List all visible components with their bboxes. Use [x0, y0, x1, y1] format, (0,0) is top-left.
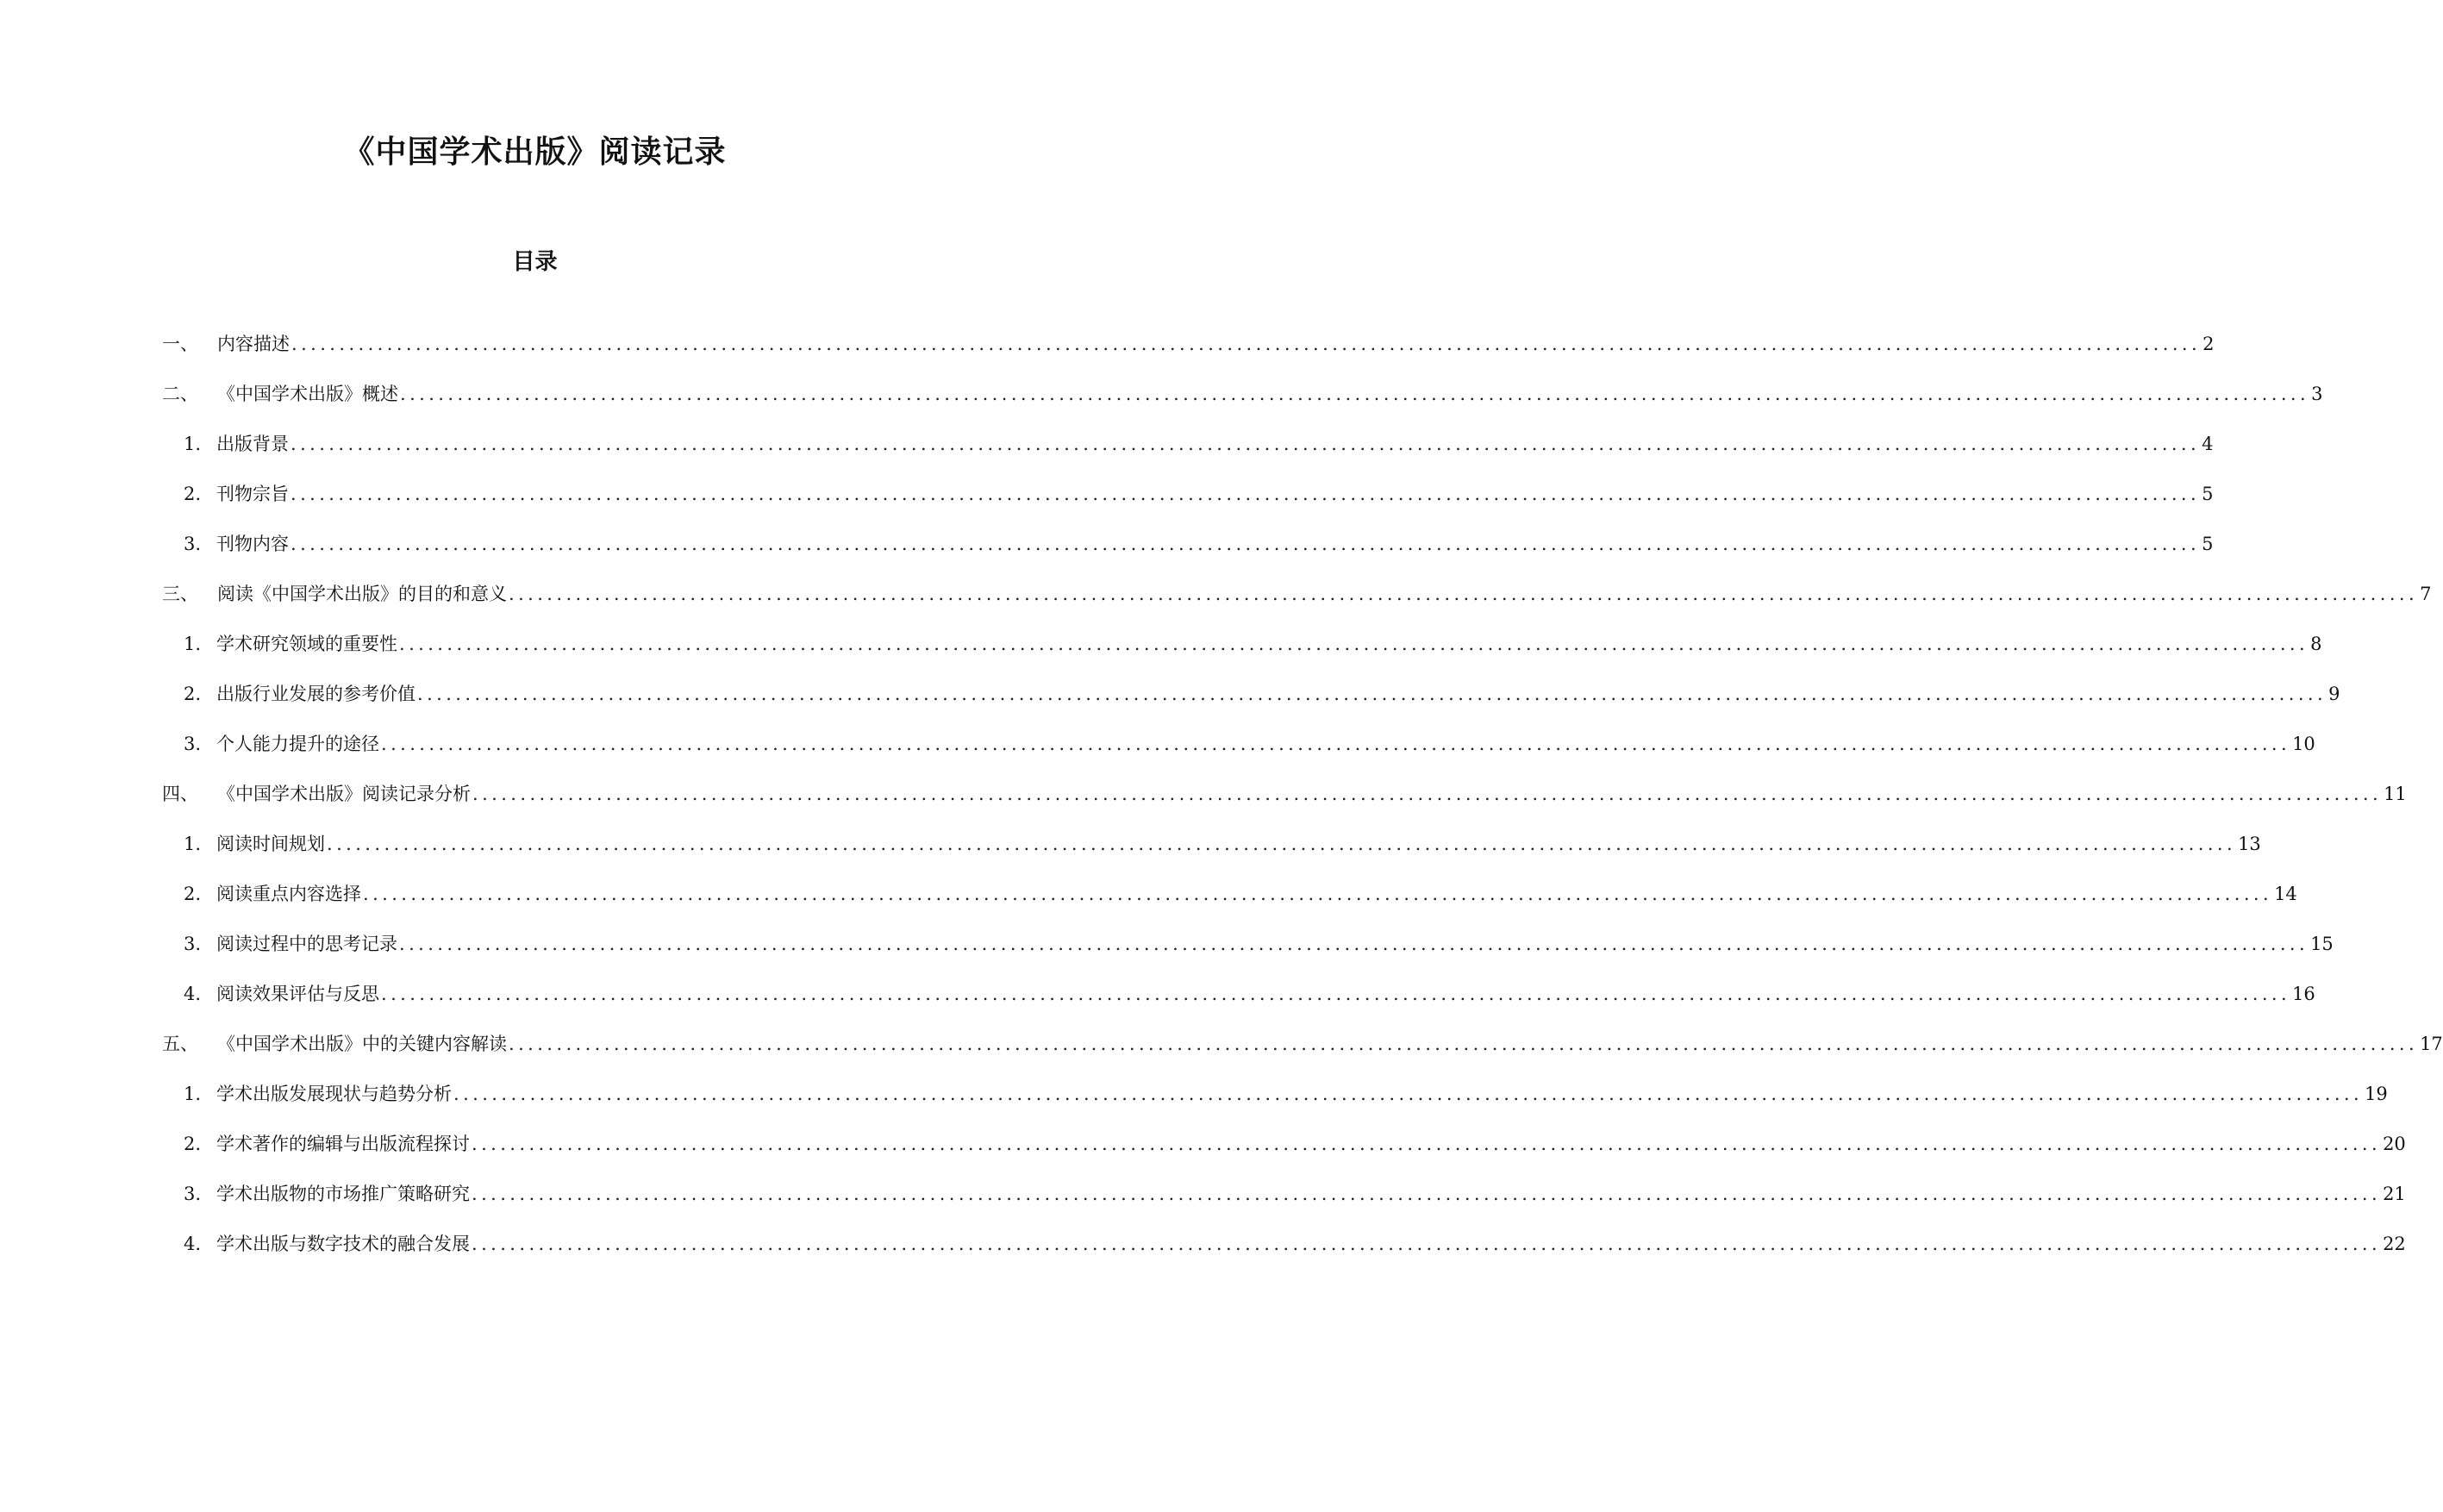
dot-leader: ........................................................................................................................................................................................................	[291, 484, 2201, 504]
toc-entry-label: 《中国学术出版》中的关键内容解读	[217, 1034, 507, 1054]
toc-entry-number: 2.	[184, 684, 202, 704]
toc-entry-page: 20	[2383, 1134, 2406, 1154]
dot-leader: ........................................................................................................................................................................................................	[291, 534, 2201, 554]
toc-entry-label: 阅读时间规划	[216, 834, 325, 854]
toc-entry-page: 8	[2310, 634, 2322, 654]
toc-entry-page: 10	[2292, 734, 2315, 754]
dot-leader: ........................................................................................................................................................................................................	[472, 784, 2383, 804]
toc-entry-page: 5	[2202, 534, 2214, 554]
toc-entry-page: 5	[2202, 484, 2214, 504]
toc-entry[interactable]	[184, 1229, 2406, 1259]
toc-entry-number: 1.	[184, 634, 202, 654]
dot-leader: ........................................................................................................................................................................................................	[291, 334, 2202, 354]
dot-leader: ........................................................................................................................................................................................................	[472, 1234, 2382, 1254]
toc-entry[interactable]	[184, 1079, 2388, 1109]
toc-entry-label: 阅读过程中的思考记录	[216, 934, 397, 954]
toc-entry-label: 学术出版发展现状与趋势分析	[216, 1084, 452, 1104]
dot-leader: ........................................................................................................................................................................................................	[327, 834, 2237, 854]
toc-entry-label: 阅读效果评估与反思	[216, 984, 379, 1004]
toc-entry-page: 4	[2202, 434, 2214, 454]
dot-leader: ........................................................................................................................................................................................................	[509, 1034, 2419, 1054]
toc-entry[interactable]	[184, 1179, 2406, 1209]
toc-entry-page: 21	[2383, 1184, 2406, 1204]
toc-entry-number: 3.	[184, 1184, 202, 1204]
toc-entry-label: 出版行业发展的参考价值	[216, 684, 415, 704]
toc-entry-number: 五、	[162, 1034, 198, 1054]
toc-entry-page: 17	[2420, 1034, 2443, 1054]
toc-entry-label: 个人能力提升的途径	[216, 734, 379, 754]
toc-entry-number: 1.	[184, 834, 202, 854]
toc-entry[interactable]	[184, 929, 2334, 959]
dot-leader: ........................................................................................................................................................................................................	[400, 384, 2310, 404]
dot-leader: ........................................................................................................................................................................................................	[381, 984, 2291, 1004]
toc-entry[interactable]	[162, 779, 2407, 809]
toc-entry-page: 13	[2238, 834, 2261, 854]
toc-entry[interactable]	[162, 329, 2215, 359]
toc-entry-label: 刊物宗旨	[216, 484, 289, 504]
toc-entry-number: 四、	[162, 784, 198, 804]
toc-entry[interactable]	[162, 579, 2432, 609]
toc-entry-number: 2.	[184, 484, 202, 504]
toc-entry[interactable]	[184, 679, 2340, 709]
toc-entry[interactable]	[184, 629, 2322, 659]
document-title: 《中国学术出版》阅读记录	[343, 134, 727, 170]
toc-entry-page: 3	[2311, 384, 2323, 404]
toc-entry-label: 学术出版物的市场推广策略研究	[216, 1184, 470, 1204]
toc-entry-number: 3.	[184, 534, 202, 554]
dot-leader: ........................................................................................................................................................................................................	[417, 684, 2327, 704]
toc-entry[interactable]	[184, 729, 2315, 759]
dot-leader: ........................................................................................................................................................................................................	[381, 734, 2291, 754]
dot-leader: ........................................................................................................................................................................................................	[363, 884, 2273, 904]
toc-entry-number: 2.	[184, 884, 202, 904]
toc-entry[interactable]	[184, 479, 2214, 509]
toc-heading: 目录	[512, 249, 558, 275]
toc-entry-label: 《中国学术出版》阅读记录分析	[217, 784, 471, 804]
toc-entry[interactable]	[162, 379, 2323, 409]
toc-entry[interactable]	[184, 529, 2214, 559]
toc-entry-number: 三、	[162, 584, 198, 604]
toc-entry[interactable]	[184, 979, 2315, 1009]
toc-entry-label: 《中国学术出版》概述	[217, 384, 398, 404]
toc-entry[interactable]	[184, 879, 2297, 909]
dot-leader: ........................................................................................................................................................................................................	[399, 934, 2309, 954]
toc-entry-number: 3.	[184, 934, 202, 954]
toc-entry-page: 22	[2383, 1234, 2406, 1254]
toc-entry[interactable]	[184, 429, 2214, 459]
toc-entry-page: 7	[2420, 584, 2432, 604]
toc-entry-label: 学术研究领域的重要性	[216, 634, 397, 654]
toc-entry-number: 3.	[184, 734, 202, 754]
toc-entry-label: 学术著作的编辑与出版流程探讨	[216, 1134, 470, 1154]
toc-entry-number: 1.	[184, 1084, 202, 1104]
toc-entry-page: 14	[2274, 884, 2297, 904]
toc-entry-number: 2.	[184, 1134, 202, 1154]
toc-entry-label: 阅读《中国学术出版》的目的和意义	[217, 584, 507, 604]
toc-entry-page: 9	[2328, 684, 2340, 704]
toc-entry-label: 阅读重点内容选择	[216, 884, 361, 904]
toc-entry[interactable]	[184, 1129, 2406, 1159]
dot-leader: ........................................................................................................................................................................................................	[399, 634, 2309, 654]
toc-entry-label: 出版背景	[216, 434, 289, 454]
toc-entry-page: 2	[2202, 334, 2215, 354]
toc-entry-page: 11	[2384, 784, 2407, 804]
toc-entry-number: 1.	[184, 434, 202, 454]
dot-leader: ........................................................................................................................................................................................................	[453, 1084, 2364, 1104]
dot-leader: ........................................................................................................................................................................................................	[291, 434, 2201, 454]
toc-entry-page: 19	[2365, 1084, 2388, 1104]
toc-entry-page: 15	[2310, 934, 2334, 954]
toc-entry-label: 刊物内容	[216, 534, 289, 554]
toc-entry-number: 4.	[184, 984, 202, 1004]
dot-leader: ........................................................................................................................................................................................................	[472, 1184, 2382, 1204]
dot-leader: ........................................................................................................................................................................................................	[472, 1134, 2382, 1154]
toc-entry-number: 4.	[184, 1234, 202, 1254]
toc-entry-number: 二、	[162, 384, 198, 404]
toc-entry[interactable]	[184, 829, 2261, 859]
toc-entry-number: 一、	[162, 334, 198, 354]
dot-leader: ........................................................................................................................................................................................................	[509, 584, 2419, 604]
toc-entry-page: 16	[2292, 984, 2315, 1004]
toc-entry[interactable]	[162, 1029, 2443, 1059]
toc-entry-label: 学术出版与数字技术的融合发展	[216, 1234, 470, 1254]
toc-entry-label: 内容描述	[217, 334, 290, 354]
